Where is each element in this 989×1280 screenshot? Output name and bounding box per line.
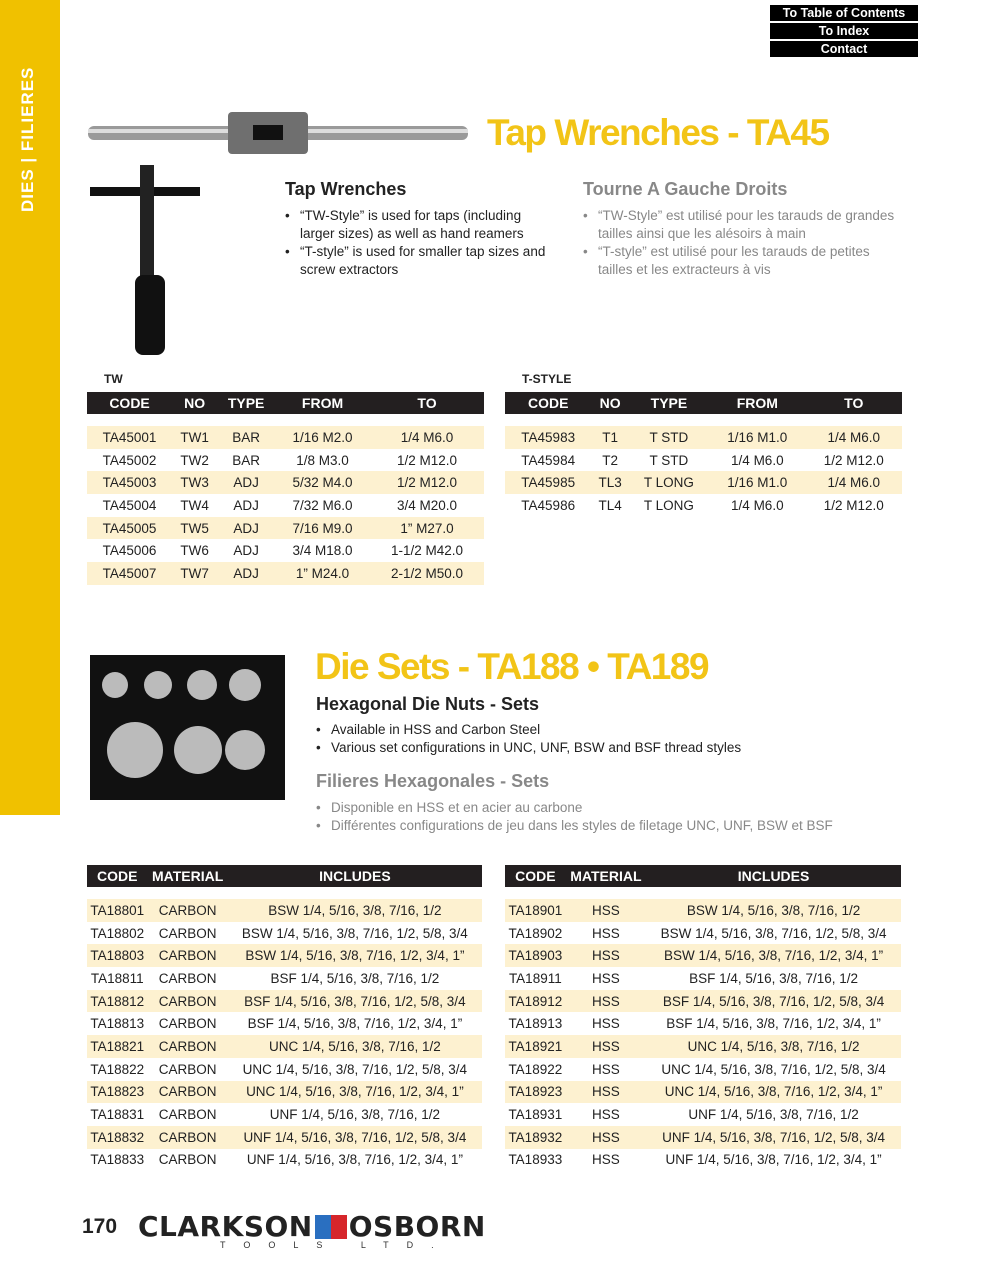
t-style-table [505,392,902,517]
table-row [505,471,902,494]
table-cell: T1 [591,426,628,449]
table-cell: CARBON [148,990,228,1013]
logo-right: OSBORN [348,1210,486,1243]
column-header: CODE [87,392,172,414]
table-cell: CARBON [158,925,217,941]
table-cell: TA45006 [102,543,157,559]
table-cell: HSS [592,1152,620,1168]
table-cell: 1” M27.0 [370,517,484,540]
logo-left: CLARKSON [138,1210,313,1243]
column-header: INCLUDES [228,865,482,887]
table-row [87,449,484,472]
table-cell: CARBON [148,1081,228,1104]
table-row [87,990,482,1013]
table-row [505,1103,901,1126]
table-row [87,1035,482,1058]
table-cell: TA45003 [87,471,172,494]
die-sets-title: Die Sets - TA188 • TA189 [315,646,709,687]
bullet: • “T-style” is used for smaller tap sizes and screw extractors [285,243,555,279]
table-cell: 3/4 M18.0 [292,543,353,559]
table-row [505,1035,901,1058]
table-cell: TW1 [172,426,217,449]
table-cell: 1/2 M12.0 [823,452,884,468]
column-header: FROM [709,392,805,414]
table-cell: UNF 1/4, 5/16, 3/8, 7/16, 1/2 [688,1107,859,1123]
table-cell: UNC 1/4, 5/16, 3/8, 7/16, 1/2, 5/8, 3/4 [242,1061,468,1077]
table-row [505,1058,901,1081]
table-cell: TA18821 [87,1035,148,1058]
table-cell: TW6 [180,543,209,559]
bullet: • Disponible en HSS et en acier au carbone [316,799,833,817]
index-link[interactable]: To Index [770,23,918,39]
table-row [505,1081,901,1104]
table-cell: TA18923 [505,1081,566,1104]
table-cell: HSS [566,899,646,922]
tw-table-label: TW [104,372,123,386]
table-cell: 5/32 M4.0 [275,471,370,494]
table-cell: TA18813 [90,1016,145,1032]
column-header: INCLUDES [646,865,901,887]
table-cell: HSS [566,1081,646,1104]
section-sidebar [0,0,60,815]
column-header: TYPE [629,392,709,414]
table-cell: TA18833 [90,1152,145,1168]
table-cell: T2 [602,452,618,468]
table-cell: TL4 [598,497,622,513]
table-cell: TW2 [180,452,209,468]
table-cell: 1/2 M12.0 [823,497,884,513]
bar-tap-wrench-image [88,108,473,158]
table-cell: T LONG [629,471,709,494]
table-cell: UNF 1/4, 5/16, 3/8, 7/16, 1/2, 5/8, 3/4 [228,1126,482,1149]
table-cell: UNC 1/4, 5/16, 3/8, 7/16, 1/2, 5/8, 3/4 [661,1061,886,1077]
table-row [505,1012,901,1035]
contact-link[interactable]: Contact [770,41,918,57]
table-cell: T LONG [643,497,694,513]
bullet: • “T-style” est utilisé pour les tarauds de petites tailles et les extracteurs à vis [583,243,898,279]
column-header: NO [172,392,217,414]
table-row [505,494,902,517]
table-cell: TW3 [172,471,217,494]
table-cell: ADJ [233,543,259,559]
table-row [87,1081,482,1104]
table-cell: TA18903 [505,944,566,967]
table-cell: BSW 1/4, 5/16, 3/8, 7/16, 1/2, 3/4, 1” [228,944,482,967]
table-row [87,922,482,945]
logo-subtitle: TOOLS LTD. [220,1240,452,1250]
tap-fr-bullets [583,207,898,279]
table-cell: CARBON [158,1152,217,1168]
die-fr-heading: Filieres Hexagonales - Sets [316,771,550,791]
table-cell: TA45004 [102,497,157,513]
table-cell: TA18912 [505,990,566,1013]
table-row [87,899,482,922]
table-cell: T STD [649,452,689,468]
section-label: DIES | FILIERES [18,66,37,212]
table-cell: BSW 1/4, 5/16, 3/8, 7/16, 1/2, 3/4, 1” [646,944,901,967]
table-cell: CARBON [158,970,217,986]
table-row [87,1012,482,1035]
column-header: CODE [505,392,591,414]
table-cell: CARBON [148,899,228,922]
table-cell: 1” M24.0 [275,562,370,585]
table-cell: 1/4 M6.0 [806,426,902,449]
table-cell: TA18922 [508,1061,563,1077]
table-cell: HSS [566,990,646,1013]
table-cell: CARBON [158,1016,217,1032]
table-row [87,494,484,517]
table-cell: BSF 1/4, 5/16, 3/8, 7/16, 1/2 [689,970,858,986]
table-cell: HSS [592,925,620,941]
table-cell: ADJ [217,471,275,494]
table-cell: 1/16 M1.0 [709,426,805,449]
company-logo [138,1210,486,1243]
table-cell: BSW 1/4, 5/16, 3/8, 7/16, 1/2 [646,899,901,922]
table-cell: CARBON [158,1107,217,1123]
table-cell: 3/4 M20.0 [396,497,458,513]
bullet: • “TW-Style” est utilisé pour les tarauds de grandes tailles ainsi que les alésoirs à main [583,207,898,243]
column-header: NO [591,392,628,414]
table-cell: TA18921 [505,1035,566,1058]
table-cell: 1/8 M3.0 [296,452,349,468]
table-cell: 1/16 M1.0 [709,471,805,494]
table-cell: CARBON [148,1126,228,1149]
table-cell: UNC 1/4, 5/16, 3/8, 7/16, 1/2 [228,1035,482,1058]
table-cell: HSS [592,1061,620,1077]
column-header: TO [806,392,902,414]
table-cell: 2-1/2 M50.0 [370,562,484,585]
table-cell: ADJ [217,562,275,585]
toc-link[interactable]: To Table of Contents [770,5,918,21]
table-cell: TA18822 [90,1061,145,1077]
tap-wrenches-title: Tap Wrenches - TA45 [487,112,829,153]
table-cell: UNC 1/4, 5/16, 3/8, 7/16, 1/2, 3/4, 1” [646,1081,901,1104]
table-cell: HSS [566,1126,646,1149]
t-table-label: T-STYLE [522,372,572,386]
table-cell: UNF 1/4, 5/16, 3/8, 7/16, 1/2 [269,1107,441,1123]
page-number: 170 [82,1215,118,1238]
header-row [505,865,901,887]
logo-emblem-icon [315,1215,347,1239]
column-header: TYPE [217,392,275,414]
table-row [505,922,901,945]
table-cell: TA18801 [87,899,148,922]
table-cell: TA18932 [505,1126,566,1149]
table-cell: UNF 1/4, 5/16, 3/8, 7/16, 1/2, 3/4, 1” [665,1152,882,1168]
table-cell: TA18823 [87,1081,148,1104]
tap-en-heading: Tap Wrenches [285,179,407,199]
column-header: TO [370,392,484,414]
table-cell: ADJ [233,497,259,513]
table-cell: TA45001 [87,426,172,449]
table-cell: HSS [592,970,620,986]
table-cell: BSF 1/4, 5/16, 3/8, 7/16, 1/2, 3/4, 1” [247,1016,463,1032]
table-cell: TA18902 [508,925,563,941]
table-cell: TW5 [172,517,217,540]
table-cell: BAR [217,426,275,449]
table-cell: TA45986 [521,497,576,513]
table-cell: TA45005 [87,517,172,540]
nav-links [770,5,918,59]
column-header: MATERIAL [148,865,228,887]
table-row [505,990,901,1013]
table-cell: TA45984 [521,452,576,468]
table-row [87,944,482,967]
table-cell: TA18832 [87,1126,148,1149]
table-cell: 1/16 M2.0 [275,426,370,449]
table-cell: HSS [592,1107,620,1123]
table-row [87,471,484,494]
table-row [505,944,901,967]
column-header: FROM [275,392,370,414]
table-cell: TA18931 [508,1107,563,1123]
table-row [87,1126,482,1149]
table-row [505,449,902,472]
column-header: MATERIAL [566,865,646,887]
table-cell: 1/2 M12.0 [396,452,458,468]
table-row [505,1126,901,1149]
die-fr-bullets [316,799,833,835]
table-cell: 1-1/2 M42.0 [390,543,464,559]
table-cell: UNC 1/4, 5/16, 3/8, 7/16, 1/2 [646,1035,901,1058]
table-cell: CARBON [158,1061,217,1077]
table-cell: TA18812 [87,990,148,1013]
table-row [87,517,484,540]
table-cell: TA45002 [102,452,157,468]
table-cell: 1/2 M12.0 [370,471,484,494]
table-cell: BSW 1/4, 5/16, 3/8, 7/16, 1/2, 5/8, 3/4 [241,925,468,941]
column-header: CODE [87,865,148,887]
table-cell: HSS [592,1016,620,1032]
table-cell: CARBON [148,944,228,967]
tap-en-bullets [285,207,555,279]
table-cell: 1/4 M6.0 [806,471,902,494]
table-cell: 1/4 M6.0 [731,452,784,468]
die-en-heading: Hexagonal Die Nuts - Sets [316,694,540,714]
table-cell: BSF 1/4, 5/16, 3/8, 7/16, 1/2, 5/8, 3/4 [228,990,482,1013]
table-cell: TA45985 [505,471,591,494]
table-cell: TA18831 [90,1107,145,1123]
bullet: • Various set configurations in UNC, UNF, BSW and BSF thread styles [316,739,741,757]
header-row [87,392,484,414]
tap-fr-heading: Tourne A Gauche Droits [583,179,788,199]
table-cell: BSF 1/4, 5/16, 3/8, 7/16, 1/2 [270,970,440,986]
table-cell: BSW 1/4, 5/16, 3/8, 7/16, 1/2 [228,899,482,922]
t-tap-wrench-image [90,165,210,360]
table-cell: 1/4 M6.0 [731,497,784,513]
table-cell: TA18933 [508,1152,563,1168]
table-cell: TW4 [180,497,209,513]
table-row [87,1103,482,1126]
table-cell: T STD [629,426,709,449]
table-cell: TA18911 [508,970,562,986]
table-cell: ADJ [217,517,275,540]
table-row [87,539,484,562]
table-cell: BSF 1/4, 5/16, 3/8, 7/16, 1/2, 5/8, 3/4 [646,990,901,1013]
table-cell: TA18802 [90,925,145,941]
table-cell: 7/32 M6.0 [292,497,353,513]
table-row [505,899,901,922]
table-row [87,562,484,585]
header-row [505,392,902,414]
table-cell: TL3 [591,471,628,494]
bullet: • Différentes configurations de jeu dans les styles de filetage UNC, UNF, BSW et BSF [316,817,833,835]
table-row [87,426,484,449]
bullet: • “TW-Style” is used for taps (including larger sizes) as well as hand reamers [285,207,555,243]
table-cell: TA45007 [87,562,172,585]
bullet: • Available in HSS and Carbon Steel [316,721,741,739]
die-set-image [90,655,285,800]
table-row [87,1058,482,1081]
table-cell: 1/4 M6.0 [370,426,484,449]
table-row [505,967,901,990]
table-cell: TA45983 [505,426,591,449]
header-row [87,865,482,887]
table-cell: BSF 1/4, 5/16, 3/8, 7/16, 1/2, 3/4, 1” [666,1016,881,1032]
table-cell: UNF 1/4, 5/16, 3/8, 7/16, 1/2, 3/4, 1” [246,1152,463,1168]
table-cell: BAR [232,452,260,468]
table-cell: CARBON [148,1035,228,1058]
table-row [87,1149,482,1172]
table-cell: TA18811 [90,970,144,986]
table-row [505,1149,901,1172]
table-cell: UNC 1/4, 5/16, 3/8, 7/16, 1/2, 3/4, 1” [228,1081,482,1104]
table-cell: 7/16 M9.0 [275,517,370,540]
column-header: CODE [505,865,566,887]
die-en-bullets [316,721,741,757]
table-row [505,426,902,449]
table-cell: TW7 [172,562,217,585]
hss-die-table [505,865,901,1171]
tw-table [87,392,484,585]
table-cell: TA18901 [505,899,566,922]
table-cell: UNF 1/4, 5/16, 3/8, 7/16, 1/2, 5/8, 3/4 [646,1126,901,1149]
carbon-die-table [87,865,482,1171]
table-cell: HSS [566,1035,646,1058]
table-cell: BSW 1/4, 5/16, 3/8, 7/16, 1/2, 5/8, 3/4 [660,925,887,941]
table-cell: TA18913 [508,1016,563,1032]
table-row [87,967,482,990]
table-cell: HSS [566,944,646,967]
table-cell: TA18803 [87,944,148,967]
